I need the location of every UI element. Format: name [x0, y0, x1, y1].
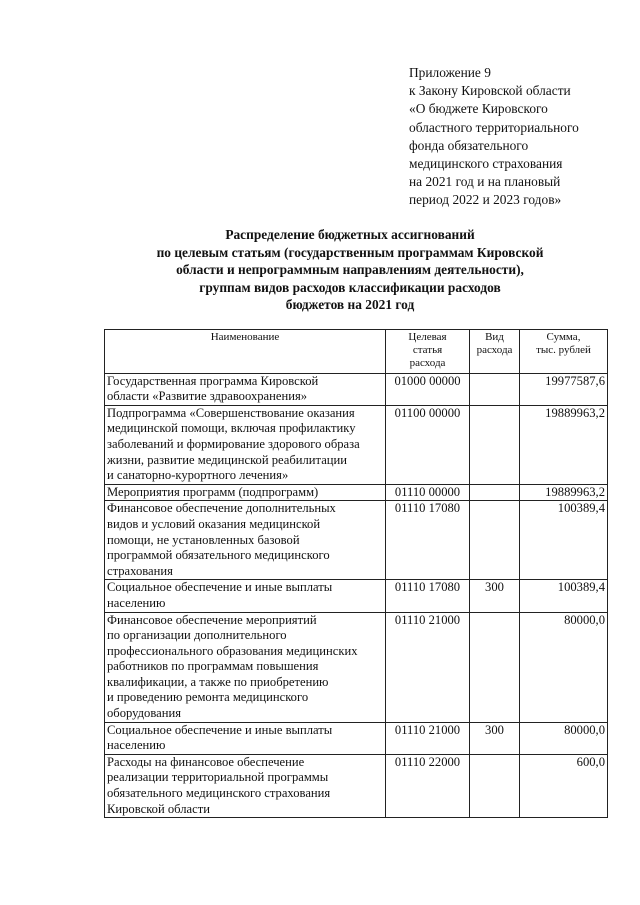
- appendix-line: медицинского страхования: [409, 156, 563, 172]
- document-title: [100, 226, 600, 314]
- title-line: по целевым статьям (государственным программам Кировской: [156, 244, 544, 260]
- row-sum: 80000,0: [520, 722, 608, 754]
- row-name: Подпрограмма «Совершенствование оказания медицинской помощи, включая профилактику заболеваний и формирование здорового образа жизни, развитие медицинской реабилитации и санаторно-курортного лечения»: [105, 405, 386, 484]
- header-sum: Сумма, тыс. рублей: [520, 330, 608, 374]
- row-sum: 19889963,2: [520, 484, 608, 501]
- row-vid: [470, 501, 520, 580]
- row-vid: [470, 405, 520, 484]
- table-row: [105, 722, 608, 754]
- row-name: Мероприятия программ (подпрограмм): [105, 484, 386, 501]
- appendix-line: «О бюджете Кировского: [409, 101, 548, 117]
- row-code: 01110 17080: [386, 580, 470, 612]
- row-vid: [470, 484, 520, 501]
- title-line: бюджетов на 2021 год: [285, 297, 415, 313]
- row-vid: 300: [470, 580, 520, 612]
- table-row: [105, 612, 608, 722]
- row-name: Социальное обеспечение и иные выплаты населению: [105, 722, 386, 754]
- row-code: 01110 21000: [386, 722, 470, 754]
- row-code: 01110 21000: [386, 612, 470, 722]
- row-vid: [470, 754, 520, 817]
- appendix-line: на 2021 год и на плановый: [409, 174, 561, 190]
- row-vid: 300: [470, 722, 520, 754]
- row-code: 01110 17080: [386, 501, 470, 580]
- row-code: 01110 22000: [386, 754, 470, 817]
- table-row: [105, 501, 608, 580]
- row-code: 01100 00000: [386, 405, 470, 484]
- table-row: [105, 580, 608, 612]
- row-name: Государственная программа Кировской области «Развитие здравоохранения»: [105, 373, 386, 405]
- appendix-line: Приложение 9: [409, 65, 491, 80]
- row-sum: 19977587,6: [520, 373, 608, 405]
- appendix-line: период 2022 и 2023 годов»: [409, 192, 562, 208]
- row-code: 01110 00000: [386, 484, 470, 501]
- appendix-line: фонда обязательного: [409, 137, 529, 153]
- row-name: Финансовое обеспечение мероприятий по организации дополнительного профессионального образования медицинских работников по программам повышения квалификации, а также по приобретению и проведению ремонта медицинского оборудования: [105, 612, 386, 722]
- table-row: [105, 405, 608, 484]
- title-line: Распределение бюджетных ассигнований: [225, 227, 475, 242]
- appendix-line: областного территориального: [409, 119, 579, 135]
- table-row: [105, 484, 608, 501]
- table-row: [105, 373, 608, 405]
- row-vid: [470, 612, 520, 722]
- row-sum: 19889963,2: [520, 405, 608, 484]
- row-sum: 80000,0: [520, 612, 608, 722]
- row-name: Расходы на финансовое обеспечение реализации территориальной программы обязательного медицинского страхования Кировской области: [105, 754, 386, 817]
- table-row: [105, 754, 608, 817]
- title-line: группам видов расходов классификации расходов: [199, 279, 501, 295]
- row-vid: [470, 373, 520, 405]
- appendix-note: [409, 64, 634, 210]
- header-name: Наименование: [105, 330, 386, 374]
- budget-table: [104, 329, 608, 818]
- row-code: 01000 00000: [386, 373, 470, 405]
- header-code: Целевая статья расхода: [386, 330, 470, 374]
- title-line: области и непрограммным направлениям деятельности),: [176, 262, 524, 278]
- table-header-row: [105, 330, 608, 374]
- appendix-line: к Закону Кировской области: [409, 83, 571, 99]
- header-vid: Вид расхода: [470, 330, 520, 374]
- row-name: Финансовое обеспечение дополнительных видов и условий оказания медицинской помощи, не установленных базовой программой обязательного медицинского страхования: [105, 501, 386, 580]
- row-name: Социальное обеспечение и иные выплаты населению: [105, 580, 386, 612]
- row-sum: 100389,4: [520, 580, 608, 612]
- row-sum: 100389,4: [520, 501, 608, 580]
- row-sum: 600,0: [520, 754, 608, 817]
